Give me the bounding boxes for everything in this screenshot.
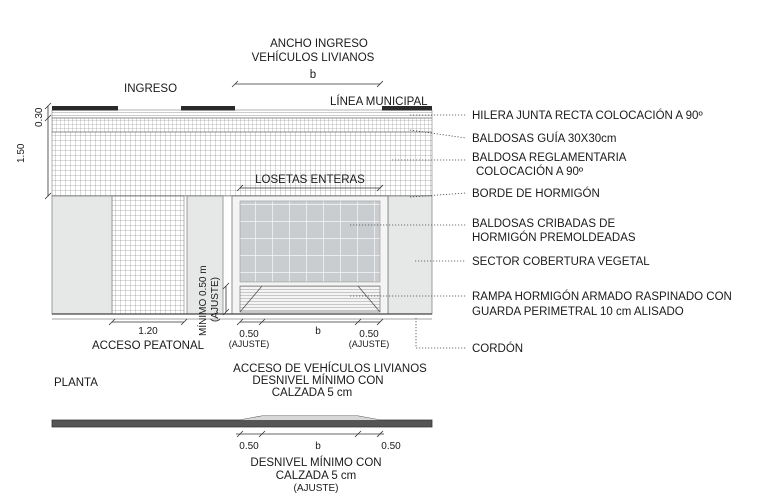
dim-section bbox=[236, 431, 384, 437]
minimo-ajuste-label: (AJUSTE) bbox=[210, 277, 221, 322]
dim-120 bbox=[109, 319, 187, 325]
label-losetas: LOSETAS ENTERAS bbox=[255, 174, 365, 186]
desnivel-line1: DESNIVEL MÍNIMO CON bbox=[250, 457, 382, 469]
ancho-ingreso-line2: VEHÍCULOS LIVIANOS bbox=[251, 52, 375, 64]
desnivel-line3: (AJUSTE) bbox=[293, 483, 339, 494]
linea-municipal-label: LÍNEA MUNICIPAL bbox=[330, 96, 428, 108]
acceso-veh-line2: DESNIVEL MÍNIMO CON bbox=[252, 375, 384, 387]
section-050-left: 0.50 bbox=[239, 441, 259, 452]
top-labels bbox=[124, 38, 428, 108]
ingreso-label: INGRESO bbox=[124, 83, 178, 95]
cribadas-tiles bbox=[240, 201, 380, 282]
section-050-right: 0.50 bbox=[381, 441, 401, 452]
section-b: b bbox=[315, 441, 321, 452]
ramp bbox=[240, 286, 380, 312]
label-rampa-1: RAMPA HORMIGÓN ARMADO RASPINADO CON bbox=[472, 291, 732, 303]
label-rampa-2: GUARDA PERIMETRAL 10 cm ALISADO bbox=[472, 306, 684, 318]
dim-plan-b bbox=[237, 319, 383, 325]
label-borde: BORDE DE HORMIGÓN bbox=[472, 188, 600, 200]
planta-label: PLANTA bbox=[54, 377, 98, 389]
section-profile bbox=[52, 416, 432, 427]
label-hilera: HILERA JUNTA RECTA COLOCACIÓN A 90º bbox=[472, 110, 703, 122]
dim-minimo bbox=[223, 283, 229, 315]
plan-ajuste-right: (AJUSTE) bbox=[348, 339, 390, 349]
acceso-veh-line3: CALZADA 5 cm bbox=[271, 387, 353, 399]
acceso-veh-line1: ACCESO DE VEHÍCULOS LIVIANOS bbox=[233, 363, 427, 375]
acceso-peatonal-label: ACCESO PEATONAL bbox=[91, 340, 205, 352]
dim-left bbox=[45, 103, 51, 199]
top-b-label: b bbox=[309, 69, 317, 81]
bottom-labels bbox=[54, 340, 427, 494]
left-dim-labels bbox=[16, 107, 45, 163]
dim-150-label: 1.50 bbox=[16, 143, 27, 163]
dim-030-label: 0.30 bbox=[34, 107, 45, 127]
plan-ajuste-left: (AJUSTE) bbox=[228, 339, 270, 349]
plan-050-left: 0.50 bbox=[239, 329, 259, 340]
label-cordon: CORDÓN bbox=[472, 343, 524, 355]
label-baldosa-regl-2: COLOCACIÓN A 90º bbox=[476, 166, 584, 178]
dim-120-label: 1.20 bbox=[138, 326, 158, 337]
label-cribadas-2: HORMIGÓN PREMOLDEADAS bbox=[472, 232, 636, 244]
label-cribadas-1: BALDOSAS CRIBADAS DE bbox=[472, 218, 616, 230]
ancho-ingreso-line1: ANCHO INGRESO bbox=[270, 38, 368, 50]
label-baldosas-guia: BALDOSAS GUÍA 30X30cm bbox=[472, 133, 617, 145]
dim-top-b bbox=[232, 81, 383, 87]
desnivel-line2: CALZADA 5 cm bbox=[275, 470, 357, 482]
plan-050-right: 0.50 bbox=[359, 329, 379, 340]
plan-b-label: b bbox=[315, 326, 321, 337]
minimo-label: MÍNIMO 0.50 m bbox=[198, 265, 209, 336]
label-sector: SECTOR COBERTURA VEGETAL bbox=[472, 256, 650, 268]
label-baldosa-regl-1: BALDOSA REGLAMENTARIA bbox=[472, 152, 627, 164]
